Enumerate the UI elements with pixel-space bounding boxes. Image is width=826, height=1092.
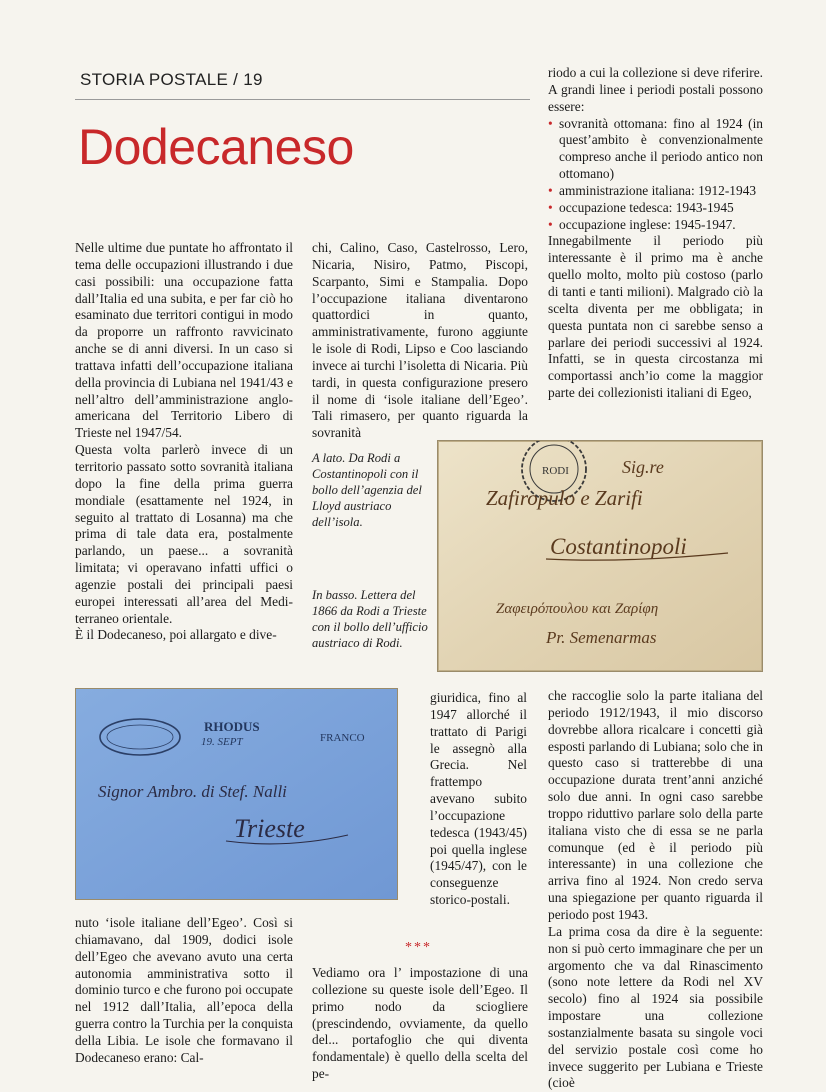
bullet-icon: • bbox=[548, 115, 553, 131]
list-item: • occupazione tedesca: 1943-1945 bbox=[548, 199, 734, 215]
article-column-4 bbox=[430, 690, 527, 909]
letter-address-line: Zafiropulo e Zarifi bbox=[486, 486, 643, 510]
postmark-stamp: RHODUS bbox=[204, 719, 260, 734]
letter-address-line: Signor Ambro. di Stef. Nalli bbox=[98, 782, 287, 801]
letter-rodi-costantinopoli-image bbox=[437, 440, 763, 672]
paragraph: riodo a cui la collezione si deve riferire. A grandi linee i periodi postali possono essere: bbox=[548, 65, 763, 114]
postmark-stamp: FRANCO bbox=[320, 732, 365, 744]
list-item: • amministrazione italiana: 1912-1943 bbox=[548, 182, 757, 198]
caption-top: A lato. Da Rodi a Costantinopoli con il bollo dell’agenzia del Lloyd austriaco dell’isola. bbox=[312, 451, 422, 529]
postmark-date: 19. SEPT bbox=[201, 736, 243, 748]
article-column-2 bbox=[312, 240, 528, 442]
bullet-icon: • bbox=[548, 216, 553, 232]
list-item: • sovranità ottomana: fino al 1924 (in quest’ambito è convenzionalmente compreso anche il periodo antico non ottomano) bbox=[548, 115, 763, 182]
paragraph: Questa volta parlerò invece di un territorio passato sotto sovranità italiana dopo la fine della prima guerra mondiale (esattamente nel 1924, in seguito al trattato di Losanna) ma che prima di tale data era, postalmente parlando, un paese... a sovranità limitata; vi operavano infatti uffici o agenzie postali dei principali paesi europei interessati all’area del Medi-terraneo orientale. bbox=[75, 442, 293, 626]
article-column-6 bbox=[312, 965, 528, 1083]
section-header: STORIA POSTALE / 19 bbox=[80, 70, 263, 89]
letter-address-line: Pr. Semenarmas bbox=[546, 628, 657, 647]
article-column-1 bbox=[75, 240, 293, 644]
article-column-5 bbox=[75, 915, 293, 1067]
letter-address-line: Ζαφειρόπουλου και Ζαρίφη bbox=[496, 601, 659, 617]
paragraph: nuto ‘isole italiane dell’Egeo’. Così si chiamavano, dal 1909, dodici isole dell’Egeo che avevano avuto una certa autonomia amministrativa sotto il dominio turco e che furono poi occupate nel 1912 dall’Italia, all’epoca della guerra contro la Turchia per la conquista della Libia. Le isole che formavano il Dodecaneso erano: Cal- bbox=[75, 915, 293, 1065]
bullet-icon: • bbox=[548, 182, 553, 198]
caption-bottom: In basso. Lettera del 1866 da Rodi a Trieste con il bollo dell’ufficio austriaco di Rodi. bbox=[312, 588, 428, 650]
paragraph: Vediamo ora l’ impostazione di una collezione su queste isole dell’Egeo. Il primo nodo da sciogliere (prescindendo, ovviamente, da quello del... portafoglio che qui diventa fondamentale) è quello della scelta del pe- bbox=[312, 965, 528, 1082]
letter-address-line: Costantinopoli bbox=[550, 534, 687, 559]
article-column-3 bbox=[548, 65, 763, 402]
letter-address-line: Sig.re bbox=[622, 457, 664, 477]
article-column-7 bbox=[548, 688, 763, 1092]
paragraph: Nelle ultime due puntate ho affrontato il tema delle occupazioni illustrando i due casi possibili: una occupazione fatta dall’Italia ed una subita, e per far ciò ho esaminato due territori contigui in modo da proporre un raffronto ravvicinato anche se di anni diversi. In un caso si trattava infatti dell’occupazione italiana della provincia di Lubiana nel 1941/43 e nell’altro dell’amministrazione anglo-americana del Territorio Libero di Trieste nel 1947/54. bbox=[75, 240, 293, 441]
postal-periods-list bbox=[548, 116, 763, 234]
paragraph: che raccoglie solo la parte italiana del periodo 1912/1943, il mio discorso dovrebbe allora ricalcare i concetti già esposti parlando di Lubiana; solo che in questo caso si tratterebbe di una occupazione durata trent’anni anziché solo due anni. In ogni caso sarebbe troppo riduttivo parlare solo della parte italiana visto che di essa se ne parla comunque (ed è il periodo più interessante) in una collezione che arriva fino al 1924. Non credo serva una spiegazione per quanto riguarda il periodo post 1943. bbox=[548, 688, 763, 922]
paragraph: È il Dodecaneso, poi allargato e dive- bbox=[75, 627, 277, 643]
section-separator: *** bbox=[405, 940, 432, 955]
paragraph: Innegabilmente il periodo più interessante è il primo ma è anche quello molto, molto più costoso (parlo di tanti e tanti milioni). Malgrado ciò la scelta diventa per me obbligata; in questa puntata non ci sarebbe senso a parlare dei periodi successivi al 1924. Infatti, se in questa circostanza mi comportassi anch’io come la maggior parte dei collezionisti italiani di Egeo, bbox=[548, 233, 763, 401]
envelope-illustration bbox=[438, 441, 762, 671]
postmark-stamp: RODI bbox=[542, 465, 569, 477]
list-item: • occupazione inglese: 1945-1947. bbox=[548, 216, 736, 232]
bullet-icon: • bbox=[548, 199, 553, 215]
paragraph: chi, Calino, Caso, Castelrosso, Lero, Nicaria, Nisiro, Patmo, Piscopi, Scarpanto, Simi e Stampalia. Dopo l’occupazione italiana diventarono quattordici in quanto, amministrativamente, furono aggiunte le isole di Rodi, Lipso e Coo lasciando invece ai turchi l’isoletta di Nicaria. Più tardi, in questa configurazione presero il nome di ‘isole italiane dell’Egeo’. Tali rimasero, per quanto riguarda la sovranità bbox=[312, 240, 528, 441]
letter-address-line: Trieste bbox=[234, 814, 305, 843]
letter-rodi-trieste-image bbox=[75, 688, 398, 900]
envelope-illustration bbox=[76, 689, 397, 899]
header-divider bbox=[75, 99, 530, 100]
paragraph: La prima cosa da dire è la seguente: non si può certo immaginare che per un argomento che va dal Rinascimento (sono note lettere da Rodi nel XV secolo) fino al 1924 sia possibile impostare una collezione sostanzialmente basata su singole voci del servizio postale così come ho invece suggerito per Lubiana e Trieste (cioè bbox=[548, 923, 763, 1091]
paragraph: giuridica, fino al 1947 allorché il trattato di Parigi le assegnò alla Grecia. Nel frattempo avevano subito l’occupazione tedesca (1943/45) poi quella inglese (1945/47), con le conseguenze storico-postali. bbox=[430, 690, 527, 908]
page-title: Dodecaneso bbox=[78, 119, 354, 175]
